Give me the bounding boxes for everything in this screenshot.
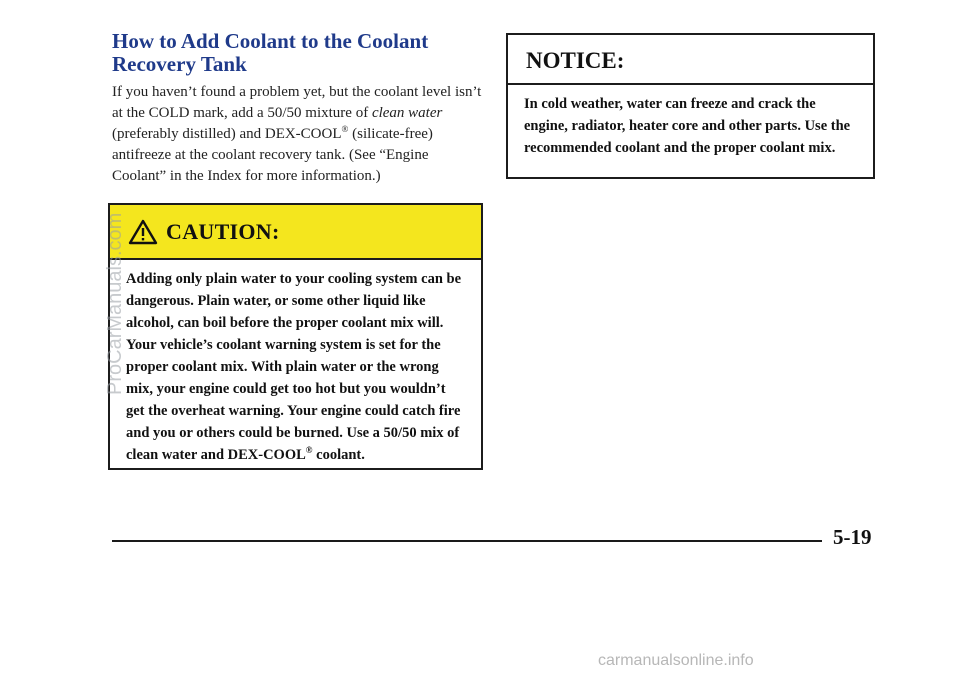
body-text-middle: (preferably distilled) and DEX-COOL — [112, 126, 342, 142]
caution-text-main: Adding only plain water to your cooling system can be dangerous. Plain water, or some other liquid like alcohol, can boil before the proper coolant mix will. Your vehicle’s coolant warning system is set for the proper coolant mix. With plain water or the wrong mix, your engine could get too hot but you wouldn’t get the overheat warning. Your engine could catch fire and you or others could be burned. Use a 50/50 mix of clean water and DEX-COOL — [126, 271, 462, 463]
caution-text-end: coolant. — [312, 447, 365, 463]
body-text-italic: clean water — [371, 105, 443, 121]
caution-label: CAUTION: — [166, 218, 280, 244]
notice-header: NOTICE: — [508, 35, 873, 85]
caution-box — [108, 203, 483, 470]
notice-text: In cold weather, water can freeze and crack the engine, radiator, heater core and other parts. Use the recommended coolant and the proper coolant mix. — [524, 96, 851, 156]
page-number: 5-19 — [833, 525, 872, 549]
registered-mark: ® — [341, 124, 349, 134]
body-text-start: If you haven’t found a problem yet, but the coolant level isn’t at the COLD mark, add a 50/50 mixture of — [112, 84, 482, 121]
warning-triangle-icon — [128, 219, 158, 245]
body-text-end: (silicate-free) antifreeze at the coolant recovery tank. (See “Engine Coolant” in the Index for more information.) — [112, 126, 433, 184]
caution-registered-mark: ® — [305, 445, 313, 456]
side-watermark: ProCarManuals.com — [104, 212, 126, 395]
caution-header — [110, 205, 481, 260]
bottom-watermark: carmanualsonline.info — [598, 652, 754, 669]
notice-box — [506, 33, 875, 179]
caution-text — [110, 260, 481, 466]
footer-rule — [112, 540, 822, 542]
page-title: How to Add Coolant to the Coolant Recovery Tank — [112, 29, 429, 76]
body-paragraph — [112, 82, 484, 187]
